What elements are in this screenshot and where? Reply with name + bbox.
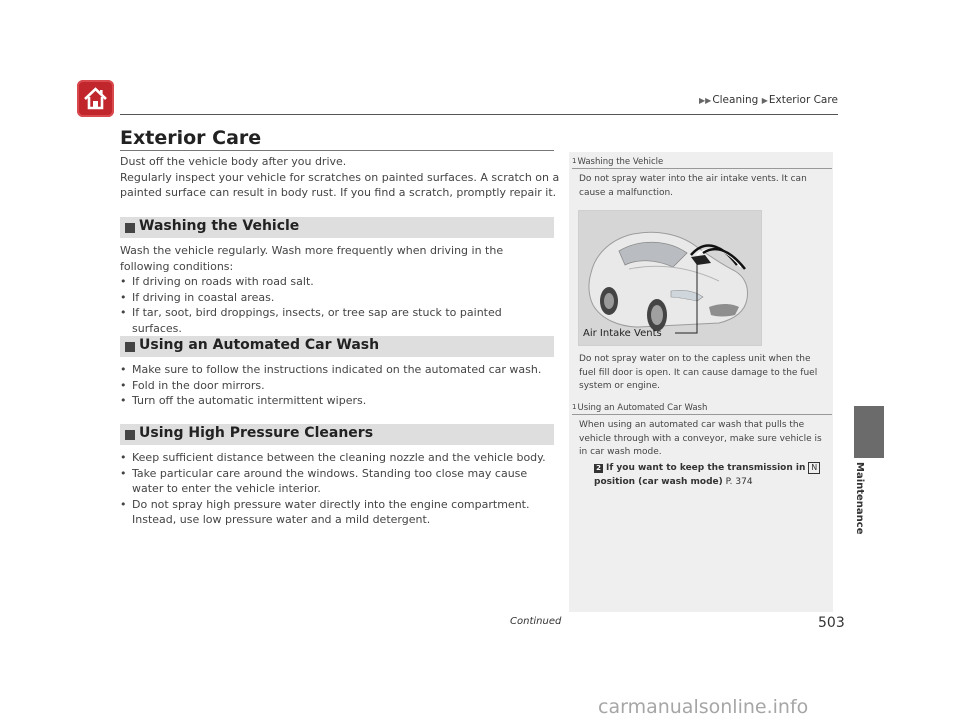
section-title: Washing the Vehicle [139, 218, 300, 234]
note-text: Do not spray water on to the capless unit when the fuel fill door is open. It can cause damage to the fuel system or engine. [579, 354, 818, 391]
breadcrumb-arrow-icon: ▶ [761, 96, 768, 105]
note-text: Do not spray water into the air intake vents. It can cause a malfunction. [579, 174, 807, 198]
car-air-intake-illustration [579, 211, 761, 345]
list-item: • Turn off the automatic intermittent wipers. [120, 393, 550, 409]
section-title: Using an Automated Car Wash [139, 337, 380, 353]
list-item: • If driving in coastal areas. [120, 290, 540, 306]
note-divider [572, 414, 832, 415]
xref-prefix: If you want to keep the transmission in [606, 463, 806, 473]
section-title: Using High Pressure Cleaners [139, 425, 374, 441]
reference-icon: 2 [594, 464, 603, 473]
page-title: Exterior Care [120, 127, 262, 149]
bullet-list [120, 362, 550, 409]
section-body-automated-wash [120, 362, 550, 409]
list-item: • If driving on roads with road salt. [120, 274, 540, 290]
gear-n-icon: N [808, 462, 820, 474]
note-divider [572, 168, 832, 169]
list-item: • Take particular care around the windows. Standing too close may cause water to enter the vehicle interior. [120, 466, 554, 497]
bullet-list [120, 450, 554, 528]
home-button[interactable] [77, 80, 114, 117]
section-header-washing [120, 217, 554, 238]
breadcrumb [699, 94, 838, 106]
chapter-tab-label: Maintenance [854, 462, 865, 535]
note-heading-car-wash: $^1$Using an Automated Car Wash [572, 403, 708, 413]
square-bullet-icon [125, 430, 135, 440]
square-bullet-icon [125, 342, 135, 352]
air-intake-label: Air Intake Vents [583, 328, 662, 339]
car-illustration [578, 210, 762, 346]
list-item: • If tar, soot, bird droppings, insects, or tree sap are stuck to painted surfaces. [120, 305, 540, 336]
section-body-washing [120, 243, 540, 336]
list-item: • Keep sufficient distance between the cleaning nozzle and the vehicle body. [120, 450, 554, 466]
breadcrumb-link-cleaning[interactable]: Cleaning [712, 94, 759, 106]
square-bullet-icon [125, 223, 135, 233]
xref-suffix: position (car wash mode) [594, 476, 723, 487]
section-header-automated-wash [120, 336, 554, 357]
breadcrumb-arrow-icon: ▶▶ [699, 96, 712, 105]
continued-label: Continued [510, 616, 562, 627]
intro-line: Dust off the vehicle body after you drive. [120, 155, 347, 168]
bullet-list [120, 274, 540, 336]
page-number: 503 [818, 615, 845, 631]
intro-line: Regularly inspect your vehicle for scratches on painted surfaces. A scratch on a painted surface can result in body rust. If you find a scratch, promptly repair it. [120, 170, 560, 199]
note-text: When using an automated car wash that pulls the vehicle through with a conveyor, make sure vehicle is in car wash mode. [579, 420, 822, 457]
xref-page: P. 374 [725, 476, 753, 487]
section-text: Wash the vehicle regularly. Wash more frequently when driving in the following conditions: [120, 244, 504, 273]
title-divider [120, 150, 554, 151]
watermark: carmanualsonline.info [598, 696, 809, 718]
cross-reference-link[interactable] [594, 462, 824, 489]
list-item: • Make sure to follow the instructions indicated on the automated car wash. [120, 362, 550, 378]
intro-text [120, 154, 560, 201]
home-icon [81, 84, 110, 113]
note-heading-washing: $^1$Washing the Vehicle [572, 157, 664, 167]
header-divider [120, 114, 838, 115]
section-body-high-pressure [120, 450, 554, 528]
breadcrumb-current: Exterior Care [768, 94, 838, 106]
section-header-high-pressure [120, 424, 554, 445]
list-item: • Fold in the door mirrors. [120, 378, 550, 394]
list-item: • Do not spray high pressure water directly into the engine compartment. Instead, use low pressure water and a mild detergent. [120, 497, 554, 528]
